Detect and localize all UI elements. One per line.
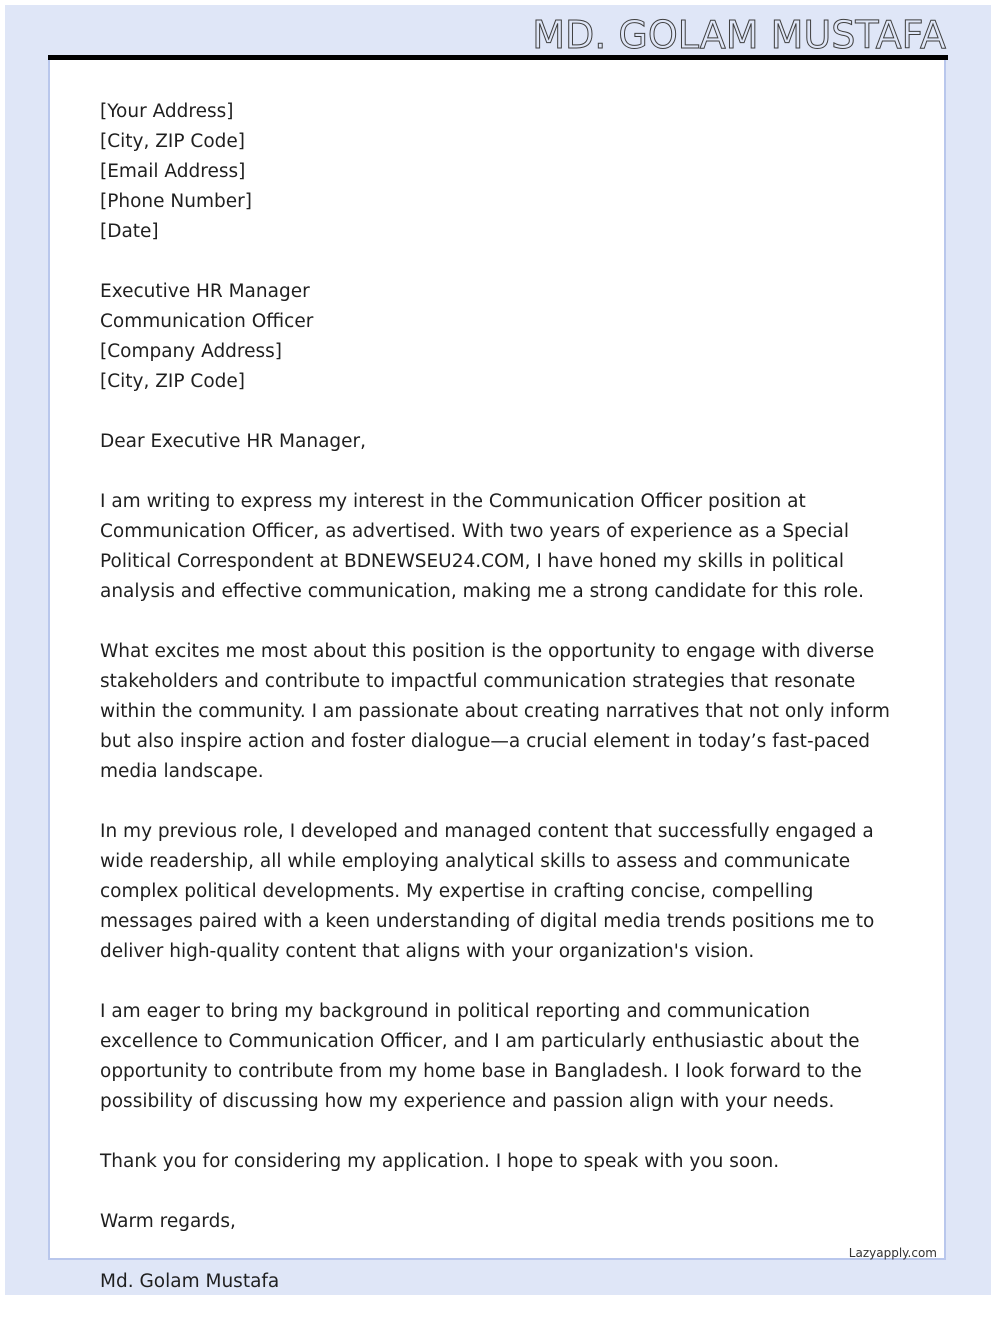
sender-address: [Your Address] (100, 101, 234, 122)
body-paragraph: In my previous role, I developed and managed content that successfully engaged a wide readership, all while employing analytical skills to assess and communicate complex political developments. My expertise in crafting concise, compelling messages paired with a keen understanding of digital media trends positions me to deliver high-quality content that aligns with your organization's vision. (100, 821, 875, 962)
body-paragraph: What excites me most about this position is the opportunity to engage with diverse stakeholders and contribute to impactful communication strategies that resonate within the community. I am passionate about creating narratives that not only inform but also inspire action and foster dialogue—a crucial element in today’s fast-paced media landscape. (100, 641, 890, 782)
recipient-city-zip: [City, ZIP Code] (100, 371, 245, 392)
closing: Warm regards, (100, 1211, 236, 1232)
body-paragraph: Thank you for considering my application. I hope to speak with you soon. (100, 1151, 780, 1172)
cover-letter (100, 97, 900, 1327)
salutation: Dear Executive HR Manager, (100, 431, 367, 452)
header-name: MD. GOLAM MUSTAFA (532, 13, 946, 57)
recipient-title: Executive HR Manager (100, 281, 310, 302)
letter-date: [Date] (100, 221, 159, 242)
recipient-company: Communication Officer (100, 311, 314, 332)
sender-city-zip: [City, ZIP Code] (100, 131, 245, 152)
body-paragraph: I am eager to bring my background in political reporting and communication excellence to Communication Officer, and I am particularly enthusiastic about the opportunity to contribute from my home base in Bangladesh. I look forward to the possibility of discussing how my experience and passion align with your needs. (100, 1001, 862, 1112)
signature-name: Md. Golam Mustafa (100, 1271, 280, 1292)
recipient-address: [Company Address] (100, 341, 283, 362)
recipient-block (100, 277, 900, 397)
sender-phone: [Phone Number] (100, 191, 252, 212)
sender-email: [Email Address] (100, 161, 246, 182)
body-paragraph: I am writing to express my interest in the Communication Officer position at Communication Officer, as advertised. With two years of experience as a Special Political Correspondent at BDNEWSEU24.COM, I have honed my skills in political analysis and effective communication, making me a strong candidate for this role. (100, 491, 864, 602)
watermark-link[interactable]: Lazyapply.com (848, 1246, 937, 1260)
sender-block (100, 97, 900, 247)
